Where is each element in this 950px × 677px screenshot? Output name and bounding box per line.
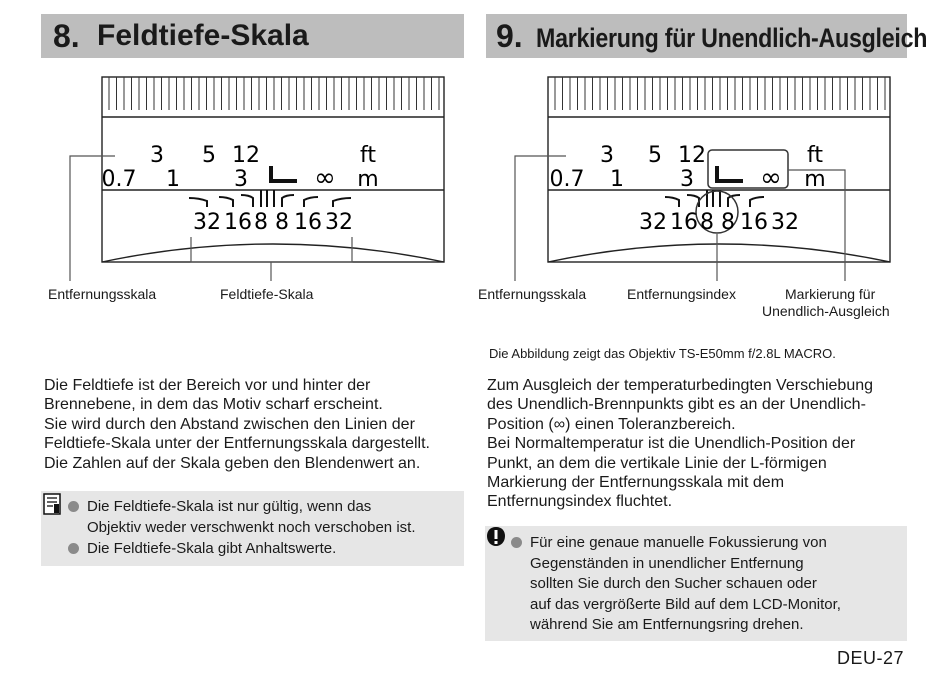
note-box-left bbox=[41, 491, 464, 566]
body-line: Punkt, an dem die vertikale Linie der L-förmigen bbox=[487, 454, 827, 472]
body-line: des Unendlich-Brennpunkts gibt es an der Unendlich- bbox=[487, 396, 866, 414]
body-line: Feldtiefe-Skala unter der Entfernungsskala dargestellt. bbox=[44, 435, 430, 453]
m-value: 3 bbox=[234, 167, 248, 192]
label-distance-index: Entfernungsindex bbox=[627, 286, 736, 302]
body-line: Sie wird durch den Abstand zwischen den Linien der bbox=[44, 415, 415, 433]
memo-icon bbox=[43, 493, 61, 515]
figure-caption: Die Abbildung zeigt das Objektiv TS-E50mm f/2.8L MACRO. bbox=[489, 346, 836, 361]
body-line: Brennebene, in dem das Motiv scharf erscheint. bbox=[44, 396, 383, 414]
section-8-number: 8. bbox=[53, 18, 80, 54]
dof-value: 32 bbox=[639, 210, 667, 235]
page-number: DEU-27 bbox=[836, 648, 904, 668]
dof-value: 8 bbox=[721, 210, 735, 235]
note-box-right bbox=[485, 526, 907, 641]
dof-value: 16 bbox=[740, 210, 768, 235]
note-bullet: Für eine genaue manuelle Fokussierung von bbox=[511, 533, 827, 554]
m-value: 0.7 bbox=[101, 167, 137, 192]
section-9-body bbox=[487, 376, 873, 512]
ft-value: 12 bbox=[232, 143, 260, 168]
section-8-body bbox=[44, 376, 430, 473]
infinity-mark: ∞ bbox=[314, 163, 336, 193]
note-bullet-cont: auf das vergrößerte Bild auf dem LCD-Monitor, bbox=[530, 595, 841, 613]
note-bullet: Die Feldtiefe-Skala gibt Anhaltswerte. bbox=[68, 539, 336, 560]
dof-value: 16 bbox=[670, 210, 698, 235]
dof-value: 32 bbox=[193, 210, 221, 235]
label-dof-scale: Feldtiefe-Skala bbox=[220, 286, 314, 302]
ft-value: 3 bbox=[150, 143, 164, 168]
ft-unit: ft bbox=[807, 143, 823, 168]
body-line: Die Feldtiefe ist der Bereich vor und hinter der bbox=[44, 377, 371, 394]
dof-value: 16 bbox=[294, 210, 322, 235]
section-9-number: 9. bbox=[496, 18, 523, 54]
m-value: 3 bbox=[680, 167, 694, 192]
infinity-mark: ∞ bbox=[760, 163, 782, 193]
m-value: 1 bbox=[166, 167, 180, 192]
dof-value: 32 bbox=[325, 210, 353, 235]
ft-unit: ft bbox=[360, 143, 376, 168]
body-line: Markierung der Entfernungsskala mit dem bbox=[487, 474, 785, 492]
body-line: Entfernungsindex fluchtet. bbox=[487, 493, 673, 511]
body-line: Die Zahlen auf der Skala geben den Blendenwert an. bbox=[44, 454, 421, 472]
note-bullet-cont: Gegenständen in unendlicher Entfernung bbox=[530, 554, 804, 572]
label-distance-scale-right: Entfernungsskala bbox=[478, 286, 587, 302]
label-distance-scale: Entfernungsskala bbox=[48, 286, 157, 302]
label-infinity-marker-line2: Unendlich-Ausgleich bbox=[762, 303, 890, 319]
note-bullet-cont: während Sie am Entfernungsring drehen. bbox=[530, 616, 804, 633]
ft-value: 5 bbox=[202, 143, 216, 168]
dof-value: 16 bbox=[224, 210, 252, 235]
m-value: 0.7 bbox=[549, 167, 585, 192]
section-9-title: Markierung für Unendlich-Ausgleich bbox=[536, 23, 928, 53]
dof-value: 8 bbox=[700, 210, 714, 235]
caution-icon bbox=[486, 526, 506, 548]
label-infinity-marker-line1: Markierung für bbox=[785, 286, 876, 302]
m-value: 1 bbox=[610, 167, 624, 192]
m-unit: m bbox=[804, 167, 826, 192]
body-line: Position (∞) einen Toleranzbereich. bbox=[487, 415, 736, 433]
ft-value: 3 bbox=[600, 143, 614, 168]
ft-value: 5 bbox=[648, 143, 662, 168]
note-bullet-cont: Objektiv weder verschwenkt noch verschoben ist. bbox=[87, 519, 416, 536]
body-line: Zum Ausgleich der temperaturbedingten Verschiebung bbox=[487, 377, 874, 394]
section-8-title: Feldtiefe-Skala bbox=[97, 19, 309, 52]
dof-value: 8 bbox=[275, 210, 289, 235]
dof-value: 8 bbox=[254, 210, 268, 235]
body-line: Bei Normaltemperatur ist die Unendlich-Position der bbox=[487, 435, 856, 453]
m-unit: m bbox=[357, 167, 379, 192]
note-bullet: Die Feldtiefe-Skala ist nur gültig, wenn das bbox=[68, 497, 371, 518]
dof-value: 32 bbox=[771, 210, 799, 235]
note-bullet-cont: sollten Sie durch den Sucher schauen oder bbox=[530, 575, 817, 592]
ft-value: 12 bbox=[678, 143, 706, 168]
